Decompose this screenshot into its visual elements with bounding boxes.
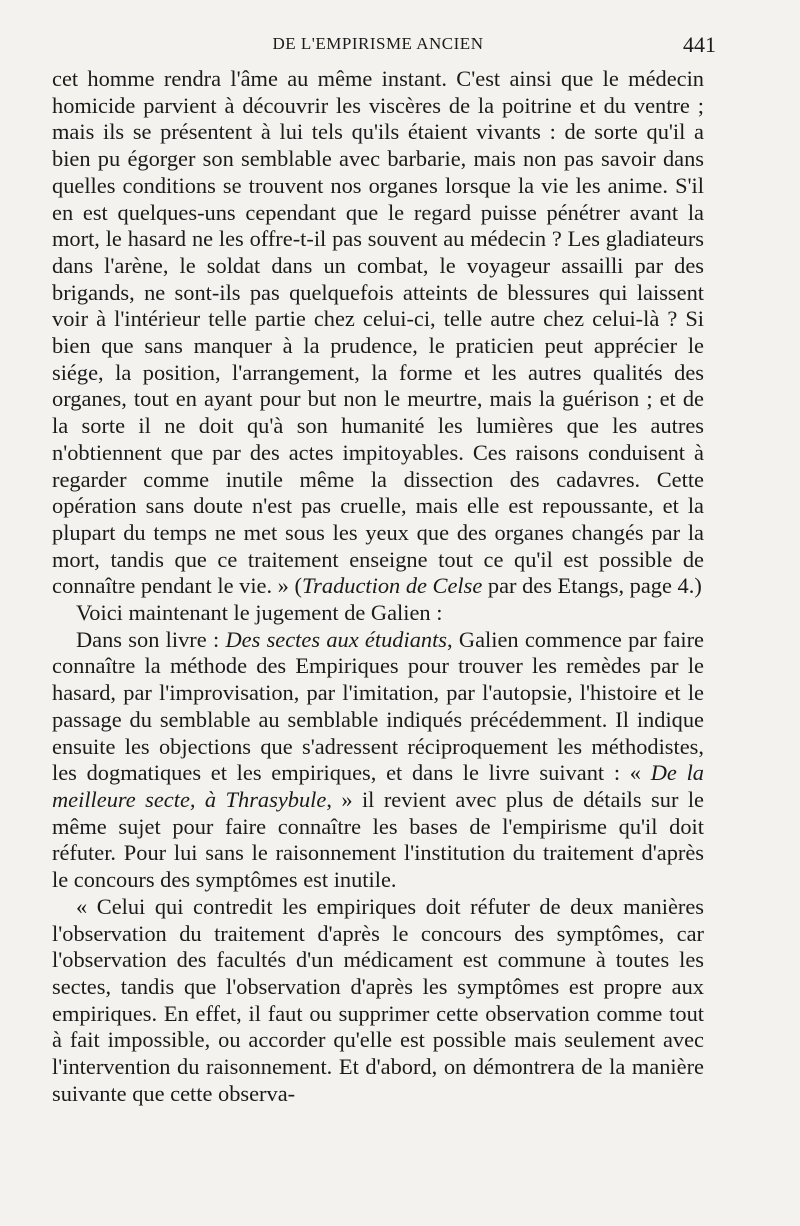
body-text xyxy=(52,66,704,1107)
text-run: Dans son livre : xyxy=(76,626,226,652)
text-run: Voici maintenant le jugement de Galien : xyxy=(76,600,443,626)
italic-title: Des sectes aux étudiants xyxy=(225,626,448,652)
text-run: , Galien commence par faire connaître la méthode des Empiriques pour trouver les remèdes par le hasard, par l'improvisation, par l'imitation, par l'autopsie, l'histoire et le passage du semblable au semblable indiqués précédemment. Il indique ensuite les objections que s'adressent réciproquement les méthodistes, les dogmatiques et les empiriques, et dans le livre suivant : « xyxy=(52,626,704,786)
paragraph xyxy=(52,894,704,1108)
page-number: 441 xyxy=(683,32,716,57)
text-run: cet homme rendra l'âme au même instant. C'est ainsi que le médecin homicide parvient à découvrir les viscères de la poitrine et du ventre ; mais ils se présentent à lui tels qu'ils étaient vivants : de sorte qu'il a bien pu égorger son semblable avec barbarie, mais non pas savoir dans quelles conditions se trouvent nos organes lorsque la vie les anime. S'il en est quelques-uns cependant que le regard puisse pénétrer avant la mort, le hasard ne les offre-t-il pas souvent au médecin ? Les gladiateurs dans l'arène, le soldat dans un combat, le voyageur assailli par des brigands, ne sont-ils pas quelquefois atteints de blessures qui laissent voir à l'intérieur telle partie chez celui-ci, telle autre chez celui-là ? Si bien que sans manquer à la prudence, le praticien peut apprécier le siége, la position, l'arrangement, la forme et les autres qualités des organes, tout en ayant pour but non le meurtre, mais la guérison ; et de la sorte il ne doit qu'à son humanité les lumières que les autres n'obtiennent que par des actes impitoyables. Ces raisons conduisent à regarder comme inutile même la dissection des cadavres. Cette opération sans doute n'est pas cruelle, mais elle est repoussante, et la plupart du temps ne met sous les yeux que des organes changés par la mort, tandis que ce traitement enseigne tout ce qu'il est possible de connaître pendant le vie. » ( xyxy=(52,66,704,599)
paragraph xyxy=(52,66,704,600)
paragraph xyxy=(52,627,704,894)
italic-title: De la meilleure secte, à Thrasybule xyxy=(52,760,704,812)
italic-title: Traduction de Celse xyxy=(301,573,483,599)
text-run: « Celui qui contredit les empiriques doit réfuter de deux manières l'observation du traitement d'après le concours des symptômes, car l'observation des facultés d'un médicament est commune à toutes les sectes, tandis que l'observation d'après les symptômes est propre aux empiriques. En effet, il faut ou supprimer cette observation comme tout à fait impossible, ou accorder qu'elle est possible mais seulement avec l'intervention du raisonnement. Et d'abord, on démontrera de la manière suivante que cette observa- xyxy=(52,893,704,1106)
text-run: par des Etangs, page 4.) xyxy=(482,573,702,599)
paragraph xyxy=(52,600,704,627)
text-run: , » il revient avec plus de détails sur le même sujet pour faire connaître les bases de l'empirisme qu'il doit réfuter. Pour lui sans le raisonnement l'institution du traitement d'après le concours des symptômes est inutile. xyxy=(52,786,704,893)
running-title: DE L'EMPIRISME ANCIEN xyxy=(272,34,484,53)
running-header xyxy=(52,32,716,62)
